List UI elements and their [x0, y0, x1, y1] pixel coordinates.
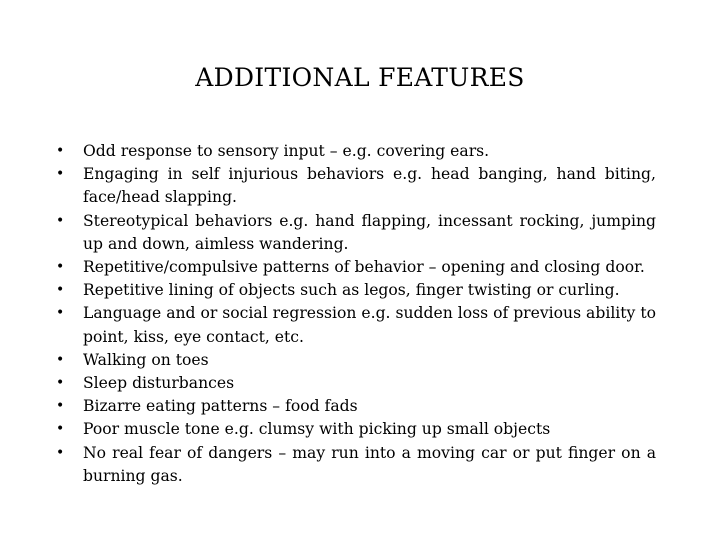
bullet-icon: • [56, 375, 65, 392]
list-item-text: Repetitive/compulsive patterns of behavior – opening and closing door. [83, 258, 645, 277]
list-item-text: Poor muscle tone e.g. clumsy with picking up small objects [83, 420, 551, 439]
list-item [56, 395, 656, 418]
list-item [56, 256, 656, 279]
bullet-icon: • [56, 259, 65, 276]
list-item [56, 210, 656, 256]
bullet-icon: • [56, 444, 65, 461]
list-item-text: Odd response to sensory input – e.g. covering ears. [83, 142, 490, 160]
bullet-icon: • [56, 143, 65, 159]
bullet-icon: • [56, 421, 65, 438]
bullet-list [56, 140, 656, 488]
bullet-icon: • [56, 212, 65, 229]
list-item [56, 372, 656, 395]
list-item-text: Walking on toes [83, 350, 209, 369]
slide-title: ADDITIONAL FEATURES [195, 63, 525, 92]
list-item [56, 279, 656, 302]
list-item-text: Language and or social regression e.g. sudden loss of previous ability to point, kiss, eye contact, etc. [83, 304, 656, 346]
list-item-text: Bizarre eating patterns – food fads [83, 397, 358, 416]
bullet-icon: • [56, 166, 65, 183]
list-item-text: Engaging in self injurious behaviors e.g. head banging, hand biting, face/head slapping. [83, 165, 656, 207]
list-item [56, 163, 656, 209]
list-item-text: Repetitive lining of objects such as legos, finger twisting or curling. [83, 281, 620, 300]
list-item [56, 349, 656, 372]
bullet-icon: • [56, 351, 65, 368]
list-item-text: No real fear of dangers – may run into a moving car or put finger on a burning gas. [83, 443, 656, 485]
list-item [56, 442, 656, 488]
bullet-icon: • [56, 282, 65, 299]
list-item [56, 302, 656, 348]
bullet-icon: • [56, 398, 65, 415]
list-item [56, 140, 656, 163]
list-item [56, 418, 656, 441]
list-item-text: Stereotypical behaviors e.g. hand flapping, incessant rocking, jumping up and down, aimless wandering. [83, 211, 656, 253]
bullet-icon: • [56, 305, 65, 322]
list-item-text: Sleep disturbances [83, 374, 235, 393]
